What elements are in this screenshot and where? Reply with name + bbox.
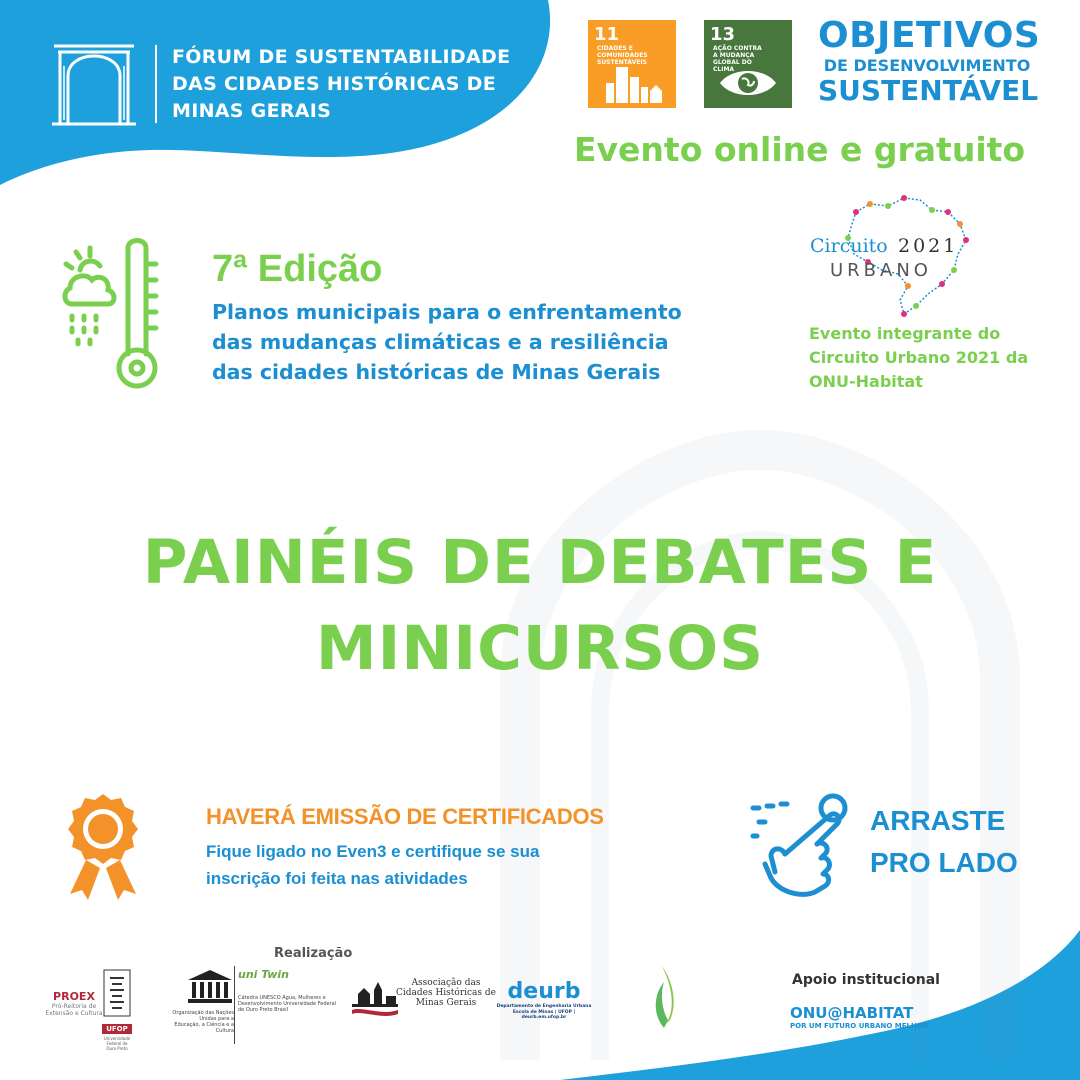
ods-wordmark: OBJETIVOS DE DESENVOLVIMENTO SUSTENTÁVEL	[818, 15, 1041, 107]
sdg-11-tile: 11CIDADES E COMUNIDADES SUSTENTÁVEIS	[588, 20, 676, 108]
onu-habitat-tagline: POR UM FUTURO URBANO MELHOR	[790, 1022, 929, 1030]
church-skyline-icon	[352, 980, 398, 1020]
climate-thermometer-icon	[58, 234, 168, 394]
circuit-word2: URBANO	[830, 260, 932, 281]
historic-arch-logo	[48, 36, 140, 128]
event-online-label: Evento online e gratuito	[574, 130, 1026, 169]
swipe-prompt: ARRASTE PRO LADO	[870, 805, 1018, 878]
swipe-hand-icon	[745, 788, 855, 898]
unitwin-divider	[234, 966, 235, 1044]
certificate-text: Fique ligado no Even3 e certifique se sua inscrição foi feita nas atividades	[206, 842, 540, 888]
edition-subtitle: Planos municipais para o enfrentamento das mudanças climáticas e a resiliência das cidades históricas de Minas Gerais	[212, 300, 682, 384]
circuit-year: 2021	[898, 235, 959, 257]
arch-watermark	[440, 420, 1080, 1060]
eye-globe-icon	[718, 63, 778, 103]
realizacao-label: Realização	[274, 946, 353, 961]
apoio-label: Apoio institucional	[792, 972, 940, 988]
ufop-crest-icon	[102, 968, 132, 1018]
green-leaf-logo	[650, 964, 678, 1030]
certificate-title: HAVERÁ EMISSÃO DE CERTIFICADOS	[206, 804, 604, 829]
onu-habitat-logo: ONU@HABITAT	[790, 1004, 914, 1022]
header-divider	[155, 45, 157, 123]
unesco-temple-icon	[186, 968, 234, 1004]
circuito-urbano-logo	[808, 190, 978, 320]
edition-title: 7ª Edição	[212, 248, 383, 290]
unitwin-logo: uni Twin Cátedra UNESCO Água, Mulheres e Desenvolvimento Universidade Federal de Ouro Preto Brasil	[238, 968, 337, 1013]
circuit-word1: Circuito	[810, 235, 888, 257]
proex-logo: PROEX Pró-Reitoria de Extensão e Cultura	[45, 990, 103, 1017]
circuit-caption: Evento integrante do Circuito Urbano 2021 da ONU-Habitat	[809, 324, 1029, 391]
sdg-13-tile: 13AÇÃO CONTRA A MUDANÇA GLOBAL DO CLIMA	[704, 20, 792, 108]
city-buildings-icon	[602, 61, 662, 103]
ufop-logo: UFOP Universidade Federal de Ouro Preto	[102, 968, 132, 1051]
deurb-logo: deurb Departamento de Engenharia Urbana Escola de Minas | UFOP | deurb.em.ufop.br	[496, 979, 592, 1020]
unesco-logo: Organização das Nações Unidas para a Educação, a Ciência e a Cultura	[172, 968, 234, 1034]
certificate-medal-icon	[58, 790, 148, 900]
associacao-logo-text: Associação das Cidades Históricas de Minas Gerais	[396, 978, 496, 1008]
forum-title: FÓRUM DE SUSTENTABILIDADE DAS CIDADES HISTÓRICAS DE MINAS GERAIS	[172, 46, 511, 122]
main-headline: PAINÉIS DE DEBATES E MINICURSOS	[142, 527, 938, 684]
